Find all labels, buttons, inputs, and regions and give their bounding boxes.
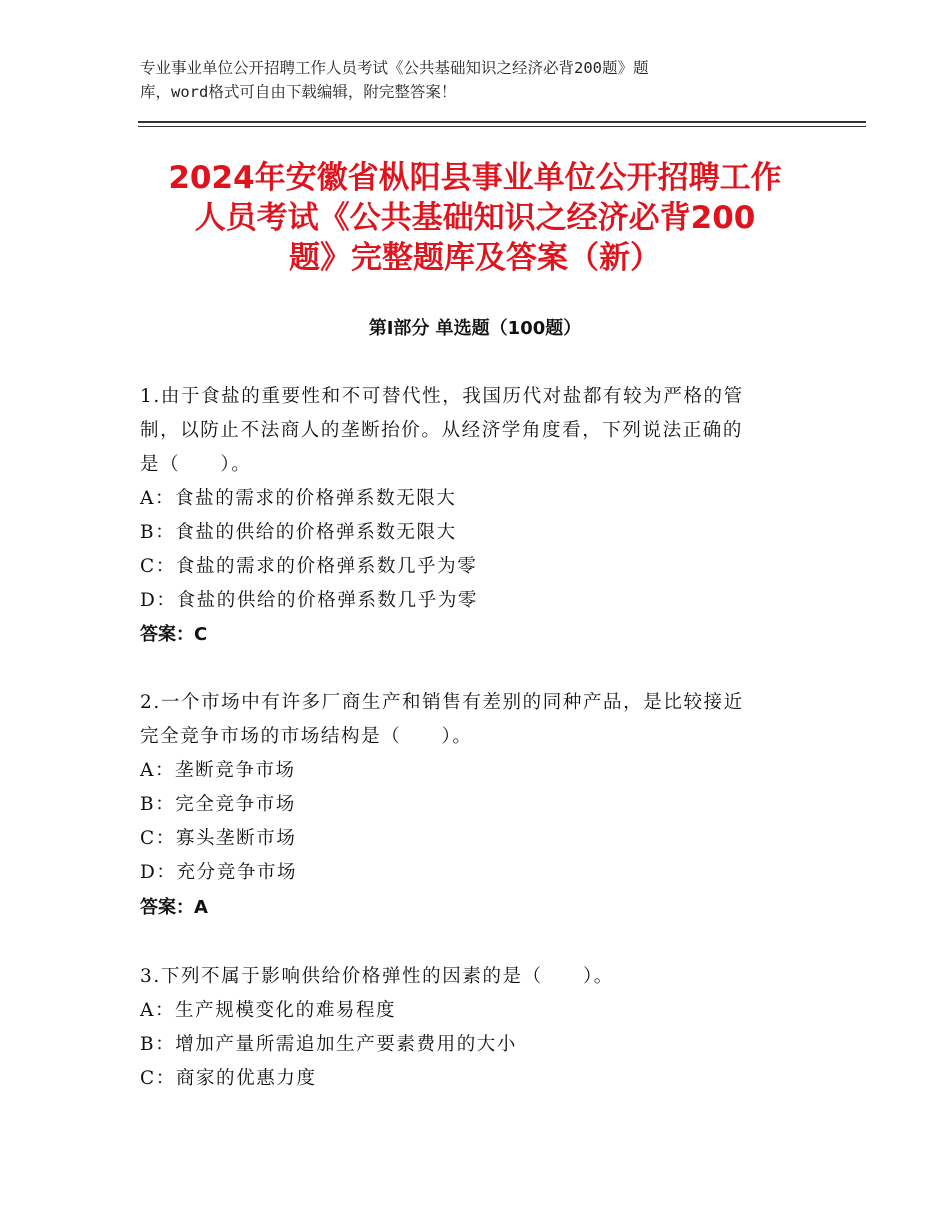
option-c: C：食盐的需求的价格弹系数几乎为零 (140, 556, 478, 577)
option-a: A：食盐的需求的价格弹系数无限大 (140, 488, 457, 509)
document-title (110, 158, 840, 278)
answer-label: 答案：C (140, 624, 208, 645)
header-divider (138, 121, 866, 123)
question-stem-line: 2.一个市场中有许多厂商生产和销售有差别的同种产品，是比较接近 (140, 692, 744, 713)
header-note-line: 专业事业单位公开招聘工作人员考试《公共基础知识之经济必背200题》题 (140, 59, 649, 77)
option-d: D：食盐的供给的价格弹系数几乎为零 (140, 590, 479, 611)
option-a: A：垄断竞争市场 (140, 760, 296, 781)
question-stem-line: 1.由于食盐的重要性和不可替代性，我国历代对盐都有较为严格的管 (140, 386, 744, 407)
option-a: A：生产规模变化的难易程度 (140, 1000, 397, 1021)
question-stem-line: 完全竞争市场的市场结构是（ ）。 (140, 726, 473, 747)
option-b: B：完全竞争市场 (140, 794, 296, 815)
option-b: B：增加产量所需追加生产要素费用的大小 (140, 1034, 517, 1055)
title-line: 人员考试《公共基础知识之经济必背200 (194, 200, 756, 236)
question-stem-line: 制，以防止不法商人的垄断抬价。从经济学角度看，下列说法正确的 (140, 420, 744, 441)
title-line: 题》完整题库及答案（新） (289, 240, 661, 276)
answer-label: 答案：A (140, 897, 208, 918)
question-stem-line: 3.下列不属于影响供给价格弹性的因素的是（ ）。 (140, 966, 614, 987)
header-note (140, 56, 800, 104)
header-divider-thin (138, 126, 866, 127)
header-note-line: 库，word格式可自由下载编辑，附完整答案！ (140, 83, 457, 101)
question-stem-line: 是（ ）。 (140, 454, 252, 475)
option-c: C：寡头垄断市场 (140, 828, 297, 849)
section-heading: 第Ⅰ部分 单选题（100题） (368, 318, 582, 339)
title-line: 2024年安徽省枞阳县事业单位公开招聘工作 (168, 160, 782, 196)
option-b: B：食盐的供给的价格弹系数无限大 (140, 522, 457, 543)
option-c: C：商家的优惠力度 (140, 1068, 317, 1089)
option-d: D：充分竞争市场 (140, 862, 298, 883)
